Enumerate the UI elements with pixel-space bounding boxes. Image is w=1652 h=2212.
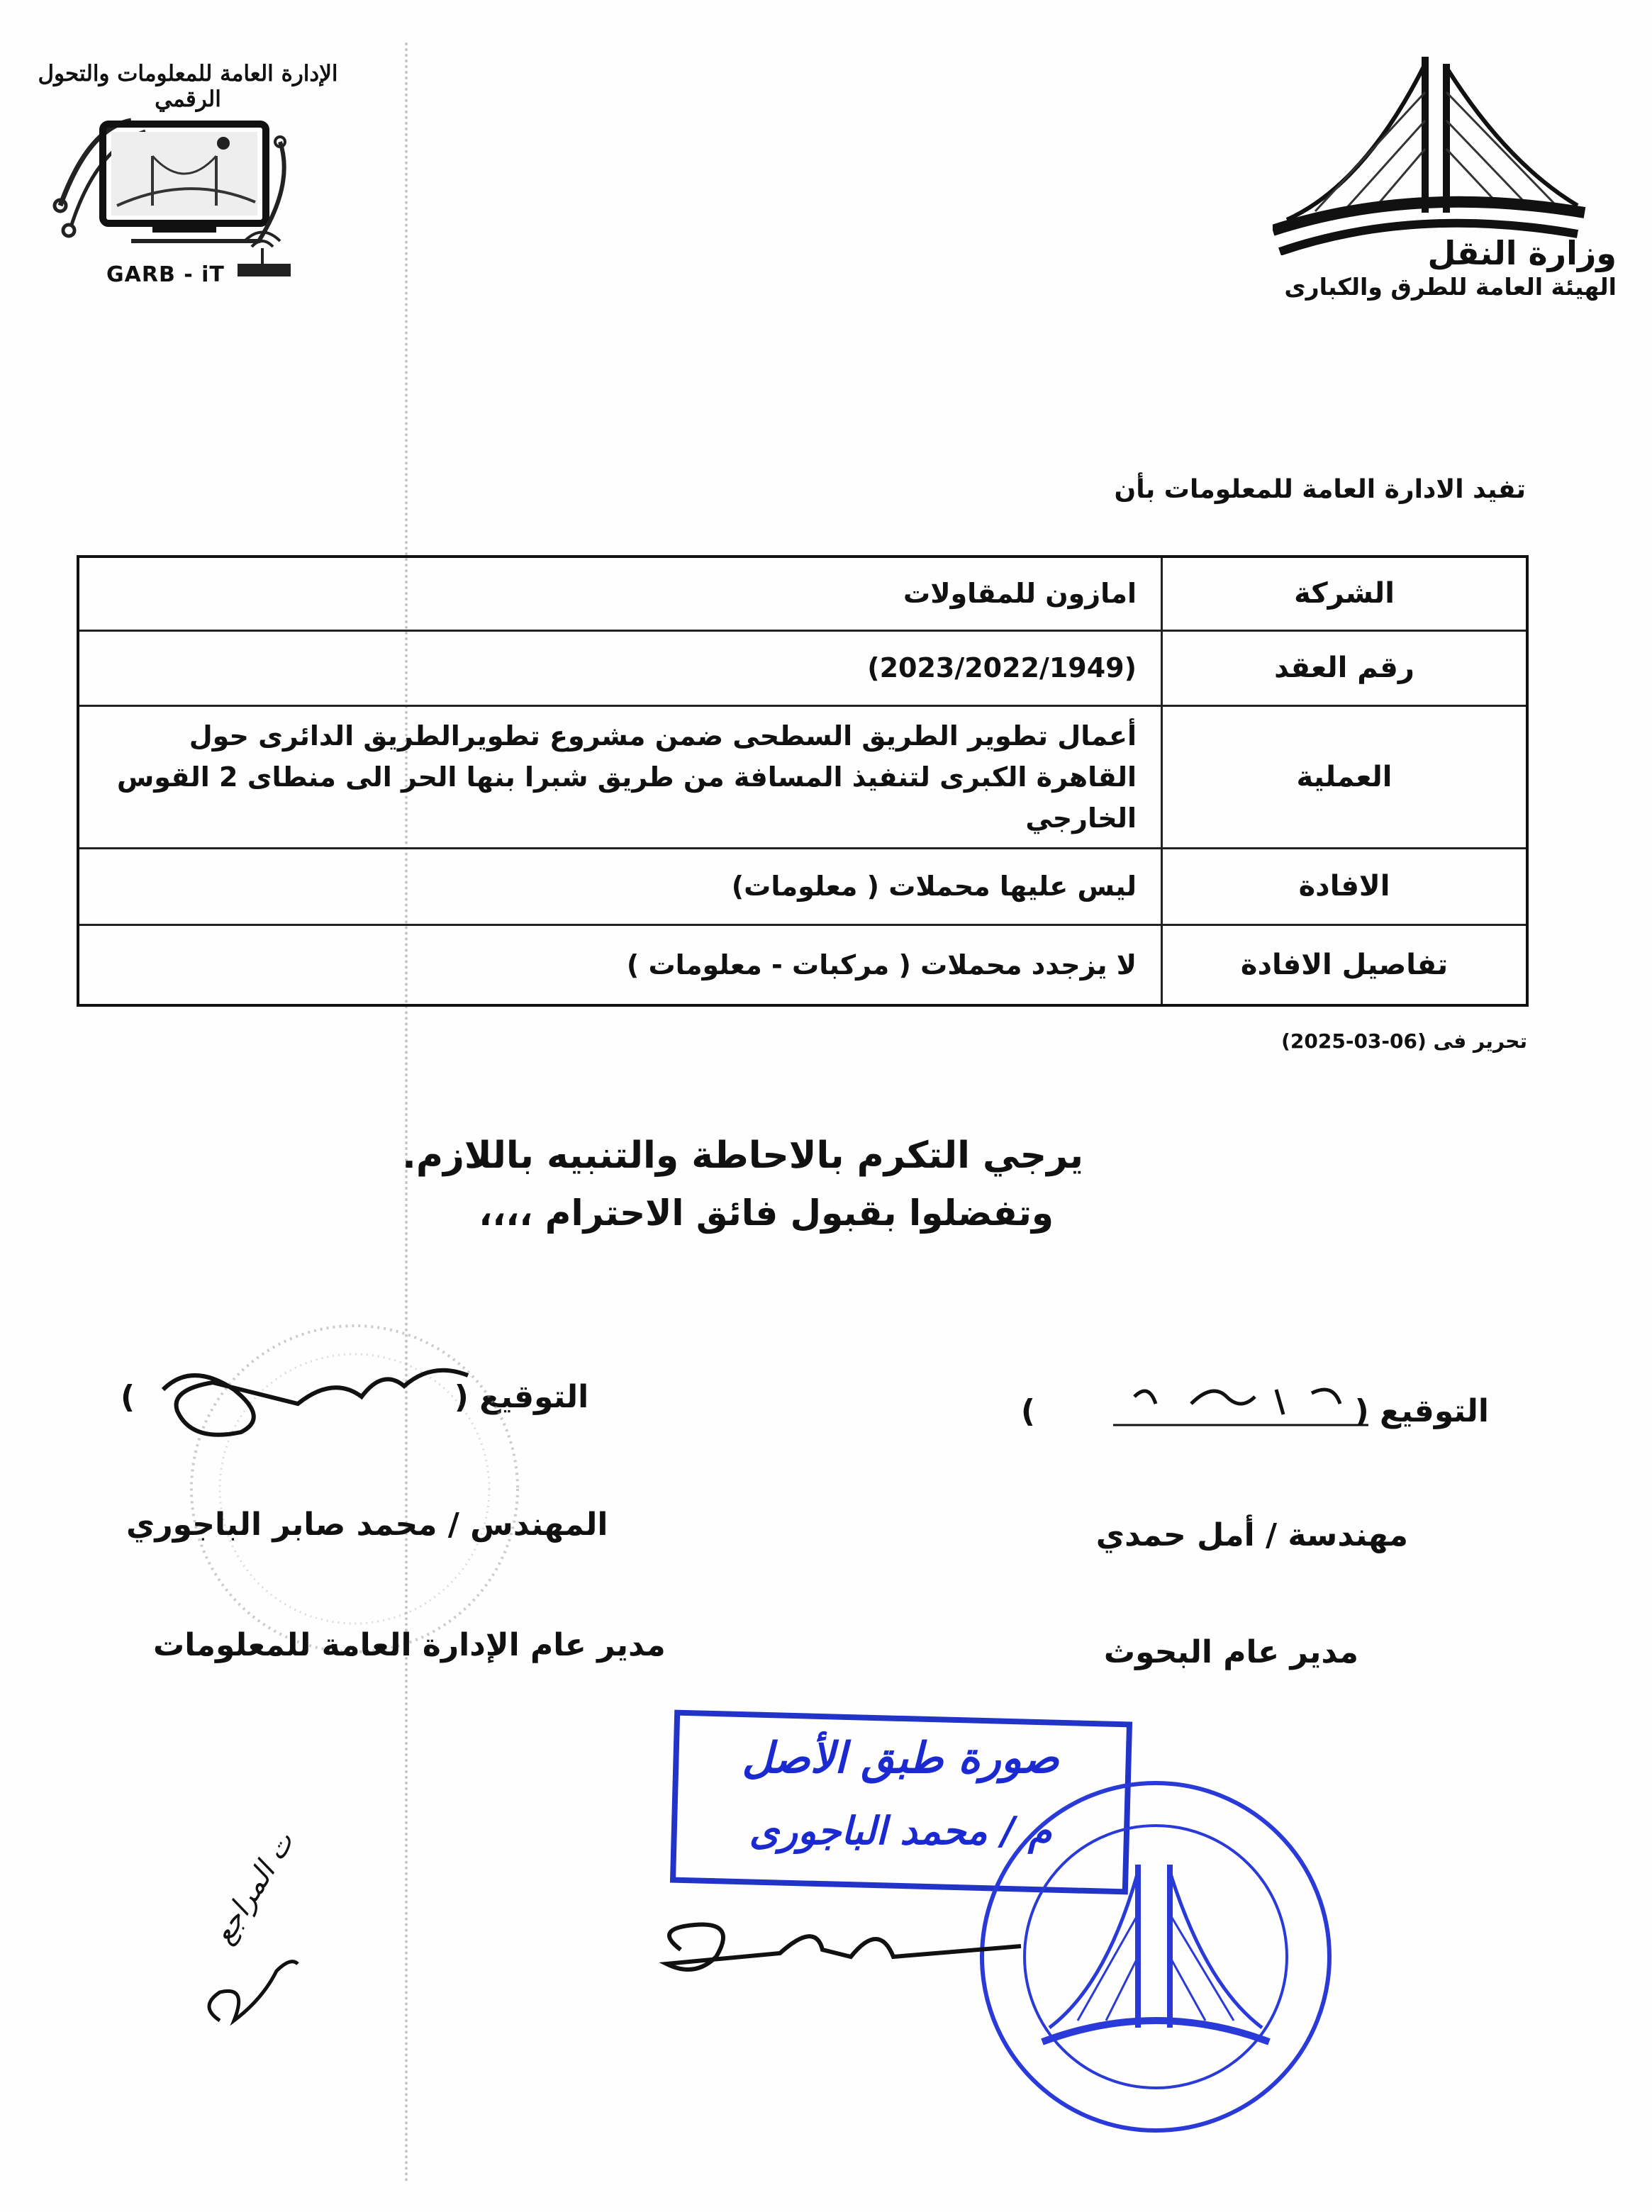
punch-dots-divider [405, 43, 408, 2184]
right-signer-title: مدير عام البحوث [1103, 1634, 1358, 1670]
table-row [78, 925, 1527, 1005]
authority-title: الهيئة العامة للطرق والكبارى [1284, 273, 1617, 301]
closing-line-1: يرجي التكرم بالاحاطة والتنبيه باللازم. [402, 1134, 1083, 1177]
row-value: ليس عليها محملات ( معلومات) [78, 848, 1162, 925]
issue-date: تحرير فى (06-03-2025) [1281, 1029, 1527, 1053]
row-label: رقم العقد [1162, 630, 1528, 705]
row-value: امازون للمقاولات [78, 557, 1162, 630]
suspension-bridge-logo-icon [1273, 50, 1592, 255]
closing-line-2: وتفضلوا بقبول فائق الاحترام ،،،، [479, 1192, 1054, 1234]
handwritten-scribble [191, 1943, 305, 2042]
signature-close: ) [1020, 1393, 1035, 1429]
row-label: تفاصيل الافادة [1162, 925, 1528, 1005]
row-label: العملية [1162, 705, 1528, 848]
row-label: الافادة [1162, 848, 1528, 925]
handwritten-signature [638, 1907, 1035, 1992]
info-table [77, 555, 1529, 1007]
row-value: (2023/2022/1949) [78, 630, 1162, 705]
signature-label: التوقيع ( [454, 1379, 589, 1415]
right-signer-name: مهندسة / أمل حمدي [1095, 1517, 1408, 1553]
table-row [78, 630, 1527, 705]
table-row [78, 705, 1527, 848]
stamp-line-2: م / محمد الباجورى [749, 1808, 1052, 1853]
department-title: الإدارة العامة للمعلومات والتحول الرقمي [38, 61, 338, 112]
signature-close: ) [121, 1379, 135, 1415]
table-row [78, 557, 1527, 630]
router-icon [230, 220, 294, 284]
brand-name: GARB - iT [106, 262, 225, 287]
intro-text: تفيد الادارة العامة للمعلومات بأن [1114, 475, 1526, 504]
handwritten-signature [149, 1347, 482, 1446]
stamp-line-1: صورة طبق الأصل [742, 1733, 1059, 1783]
table-row [78, 848, 1527, 925]
row-value: أعمال تطوير الطريق السطحى ضمن مشروع تطويرالطريق الدائرى حول القاهرة الكبرى لتنفيذ المسافة من طريق شبرا بنها الحر الى منطاى 2 القوس الخارجي [78, 705, 1162, 848]
handwritten-note: ت المراجع [206, 1826, 301, 1950]
left-signer-name: المهندس / محمد صابر الباجوري [126, 1507, 608, 1543]
row-label: الشركة [1162, 557, 1528, 630]
handwritten-signature [1106, 1375, 1375, 1439]
signature-label: التوقيع ( [1354, 1393, 1489, 1429]
left-signer-title: مدير عام الإدارة العامة للمعلومات [153, 1627, 666, 1663]
ministry-title: وزارة النقل [1427, 234, 1617, 272]
row-value: لا يزجدد محملات ( مركبات - معلومات ) [78, 925, 1162, 1005]
